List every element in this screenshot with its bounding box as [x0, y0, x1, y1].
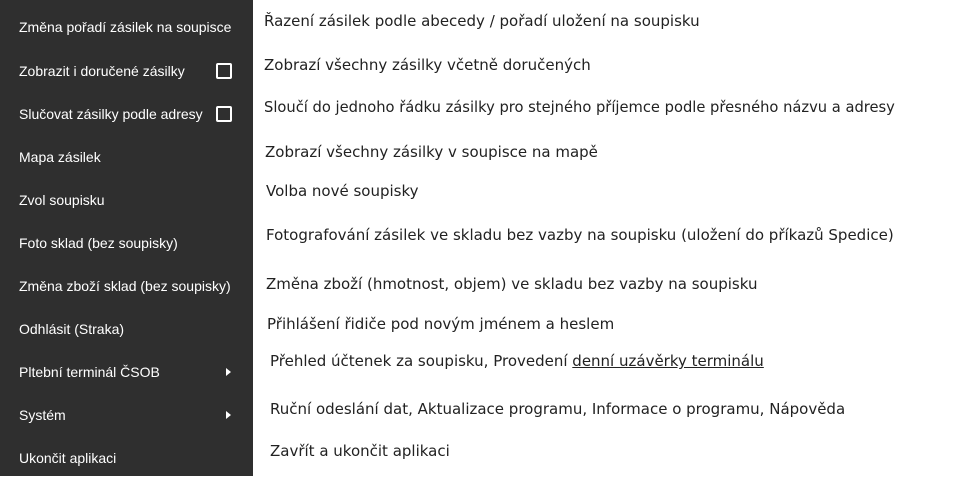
menu-item-label: Pltební terminál ČSOB — [19, 363, 160, 380]
menu-item-choose-list[interactable] — [0, 178, 253, 221]
description-choose-list: Volba nové soupisky — [266, 182, 419, 200]
menu-item-label: Ukončit aplikaci — [19, 449, 117, 466]
submenu-arrow-icon — [226, 411, 231, 419]
menu-item-label: Zobrazit i doručené zásilky — [19, 62, 185, 79]
menu-item-label: Systém — [19, 406, 66, 423]
daily-closing-link[interactable]: denní uzávěrky terminálu — [572, 352, 764, 370]
description-logout: Přihlášení řidiče pod novým jménem a heslem — [267, 315, 615, 333]
description-system: Ruční odeslání dat, Aktualizace programu, Informace o programu, Nápověda — [270, 400, 846, 418]
menu-item-label: Mapa zásilek — [19, 148, 101, 165]
description-exit-app: Zavřít a ukončit aplikaci — [270, 442, 450, 460]
description-merge-by-address: Sloučí do jednoho řádku zásilky pro stejného příjemce podle přesného názvu a adresy — [264, 99, 895, 116]
menu-item-photo-warehouse[interactable] — [0, 221, 253, 264]
menu-item-label: Zvol soupisku — [19, 191, 105, 208]
description-show-delivered: Zobrazí všechny zásilky včetně doručených — [264, 56, 591, 74]
description-shipment-map: Zobrazí všechny zásilky v soupisce na mapě — [265, 143, 598, 161]
menu-item-label: Slučovat zásilky podle adresy — [19, 105, 203, 122]
menu-item-label: Změna pořadí zásilek na soupisce — [19, 18, 232, 35]
menu-item-label: Změna zboží sklad (bez soupisky) — [19, 277, 231, 294]
menu-item-label: Foto sklad (bez soupisky) — [19, 234, 178, 251]
description-change-goods-warehouse: Změna zboží (hmotnost, objem) ve skladu bez vazby na soupisku — [266, 275, 758, 293]
menu-item-merge-by-address[interactable] — [0, 92, 253, 135]
menu-item-label: Odhlásit (Straka) — [19, 320, 125, 337]
show-delivered-checkbox[interactable] — [216, 63, 232, 79]
menu-item-show-delivered[interactable] — [0, 49, 253, 92]
description-payment-terminal — [270, 352, 764, 370]
menu-item-change-goods-warehouse[interactable] — [0, 264, 253, 307]
submenu-arrow-icon — [226, 368, 231, 376]
description-photo-warehouse: Fotografování zásilek ve skladu bez vazby na soupisku (uložení do příkazů Spedice) — [266, 226, 894, 244]
menu-item-payment-terminal[interactable] — [0, 350, 253, 393]
description-payment-terminal-text: Přehled účtenek za soupisku, Provedení — [270, 352, 573, 370]
menu-item-exit-app[interactable] — [0, 436, 253, 479]
menu-item-logout[interactable] — [0, 307, 253, 350]
menu-item-change-order[interactable] — [0, 5, 253, 48]
menu-item-shipment-map[interactable] — [0, 135, 253, 178]
menu-item-system[interactable] — [0, 393, 253, 436]
description-change-order: Řazení zásilek podle abecedy / pořadí uložení na soupisku — [264, 12, 700, 30]
navigation-menu — [0, 0, 253, 476]
merge-by-address-checkbox[interactable] — [216, 106, 232, 122]
